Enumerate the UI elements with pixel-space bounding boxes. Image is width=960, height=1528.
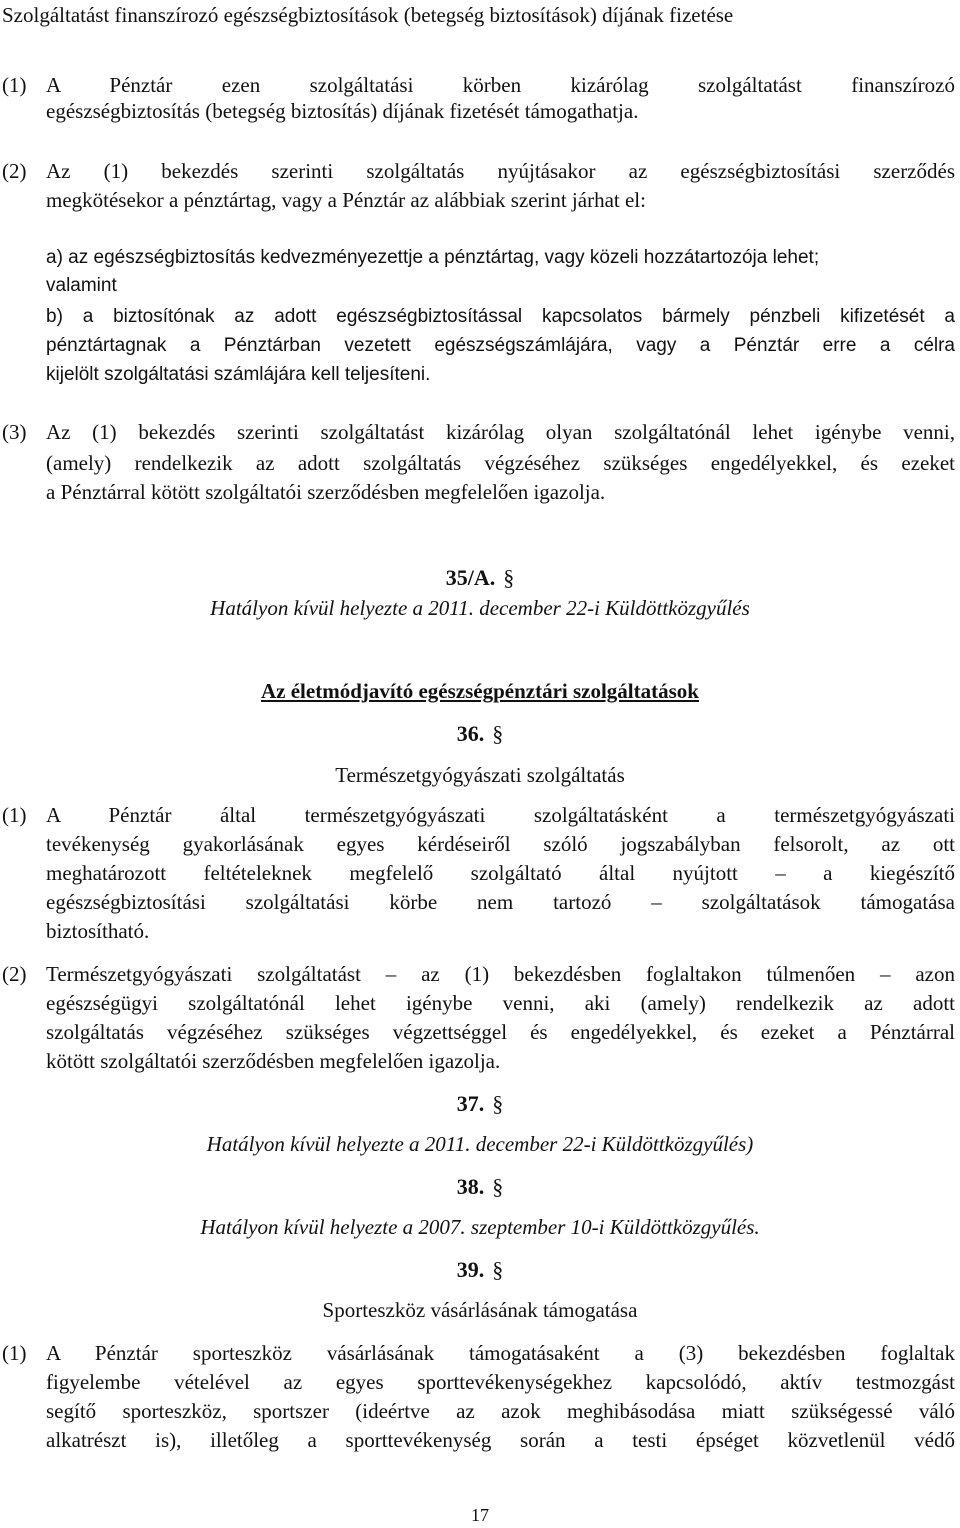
paragraph-number: (2) — [2, 962, 27, 986]
section-number: 36. — [456, 721, 485, 746]
section-number-39 — [0, 1257, 960, 1283]
repeal-note: Hatályon kívül helyezte a 2011. december 22-i Küldöttközgyűlés) — [206, 1132, 754, 1156]
repeal-note: Hatályon kívül helyezte a 2007. szeptember 10-i Küldöttközgyűlés. — [200, 1215, 760, 1239]
paragraph-number: (1) — [2, 73, 27, 97]
list-item-b-line: kijelölt szolgáltatási számlájára kell teljesíteni. — [46, 364, 431, 385]
section-number: 37. — [456, 1091, 485, 1116]
paragraph-number: (1) — [2, 803, 27, 827]
paragraph-line: (amely) rendelkezik az adott szolgáltatás végzéséhez szükséges engedélyekkel, és ezeket — [46, 451, 955, 475]
chapter-title: Az életmódjavító egészségpénztári szolgáltatások — [261, 679, 699, 703]
section-number: 38. — [456, 1174, 485, 1199]
paragraph-line: megkötésekor a pénztártag, vagy a Pénztár az alábbiak szerint járhat el: — [46, 188, 646, 212]
paragraph-sign: § — [503, 565, 515, 590]
page-number: 17 — [471, 1505, 489, 1525]
list-item-b-line: b) a biztosítónak az adott egészségbiztosítással kapcsolatos bármely pénzbeli kifizetését a — [46, 306, 955, 327]
paragraph-line: szolgáltatás végzéséhez szükséges végzettséggel és engedélyekkel, és ezeket a Pénztárral — [46, 1020, 955, 1044]
paragraph-sign: § — [492, 721, 504, 746]
paragraph-line: egészségbiztosítási szolgáltatási körbe nem tartozó – szolgáltatások támogatása — [46, 890, 955, 914]
paragraph-line: kötött szolgáltatói szerződésben megfelelően igazolja. — [46, 1049, 501, 1073]
paragraph-line: alkatrészt is), illetőleg a sporttevékenység során a testi épséget közvetlenül védő — [46, 1428, 955, 1452]
section-number: 39. — [456, 1257, 485, 1282]
paragraph-number: (1) — [2, 1341, 27, 1365]
paragraph-number: (2) — [2, 159, 27, 183]
paragraph-line: segítő sporteszköz, sportszer (ideértve az azok meghibásodása miatt szükségessé váló — [46, 1399, 955, 1423]
section-number-36 — [0, 721, 960, 747]
section-number-37 — [0, 1091, 960, 1117]
paragraph-line: egészségbiztosítás (betegség biztosítás) díjának fizetését támogathatja. — [46, 99, 639, 123]
section-title: Természetgyógyászati szolgáltatás — [335, 763, 625, 787]
section-title: Sporteszköz vásárlásának támogatása — [322, 1298, 638, 1322]
paragraph-sign: § — [492, 1257, 504, 1282]
paragraph-line: A Pénztár által természetgyógyászati szolgáltatásként a természetgyógyászati — [46, 803, 955, 827]
paragraph-line: a Pénztárral kötött szolgáltatói szerződésben megfelelően igazolja. — [46, 480, 606, 504]
section-number-35a — [0, 565, 960, 591]
list-item-a-line: valamint — [46, 275, 117, 296]
paragraph-line: Az (1) bekezdés szerinti szolgáltatást kizárólag olyan szolgáltatónál lehet igénybe venni, — [46, 420, 955, 444]
list-item-b-line: pénztártagnak a Pénztárban vezetett egészségszámlájára, vagy a Pénztár erre a célra — [46, 335, 955, 356]
list-item-a-line: a) az egészségbiztosítás kedvezményezettje a pénztártag, vagy közeli hozzátartozója lehet; — [46, 247, 820, 268]
paragraph-line: A Pénztár sporteszköz vásárlásának támogatásaként a (3) bekezdésben foglaltak — [46, 1341, 955, 1365]
repeal-note: Hatályon kívül helyezte a 2011. december 22-i Küldöttközgyűlés — [210, 596, 750, 620]
section-number: 35/A. — [445, 565, 496, 590]
paragraph-line: meghatározott feltételeknek megfelelő szolgáltató által nyújtott – a kiegészítő — [46, 861, 955, 885]
section-heading: Szolgáltatást finanszírozó egészségbiztosítások (betegség biztosítások) díjának fizetése — [2, 3, 734, 27]
paragraph-line: tevékenység gyakorlásának egyes kérdéseiről szóló jogszabályban felsorolt, az ott — [46, 832, 955, 856]
section-number-38 — [0, 1174, 960, 1200]
paragraph-line: Az (1) bekezdés szerinti szolgáltatás nyújtásakor az egészségbiztosítási szerződés — [46, 159, 955, 183]
paragraph-line: Természetgyógyászati szolgáltatást – az (1) bekezdésben foglaltakon túlmenően – azon — [46, 962, 955, 986]
paragraph-line: biztosítható. — [46, 919, 150, 943]
paragraph-number: (3) — [2, 420, 27, 444]
paragraph-sign: § — [492, 1174, 504, 1199]
paragraph-line: figyelembe vételével az egyes sporttevékenységekhez kapcsolódó, aktív testmozgást — [46, 1370, 955, 1394]
paragraph-sign: § — [492, 1091, 504, 1116]
paragraph-line: egészségügyi szolgáltatónál lehet igénybe venni, aki (amely) rendelkezik az adott — [46, 991, 955, 1015]
paragraph-line: A Pénztár ezen szolgáltatási körben kizárólag szolgáltatást finanszírozó — [46, 73, 955, 97]
